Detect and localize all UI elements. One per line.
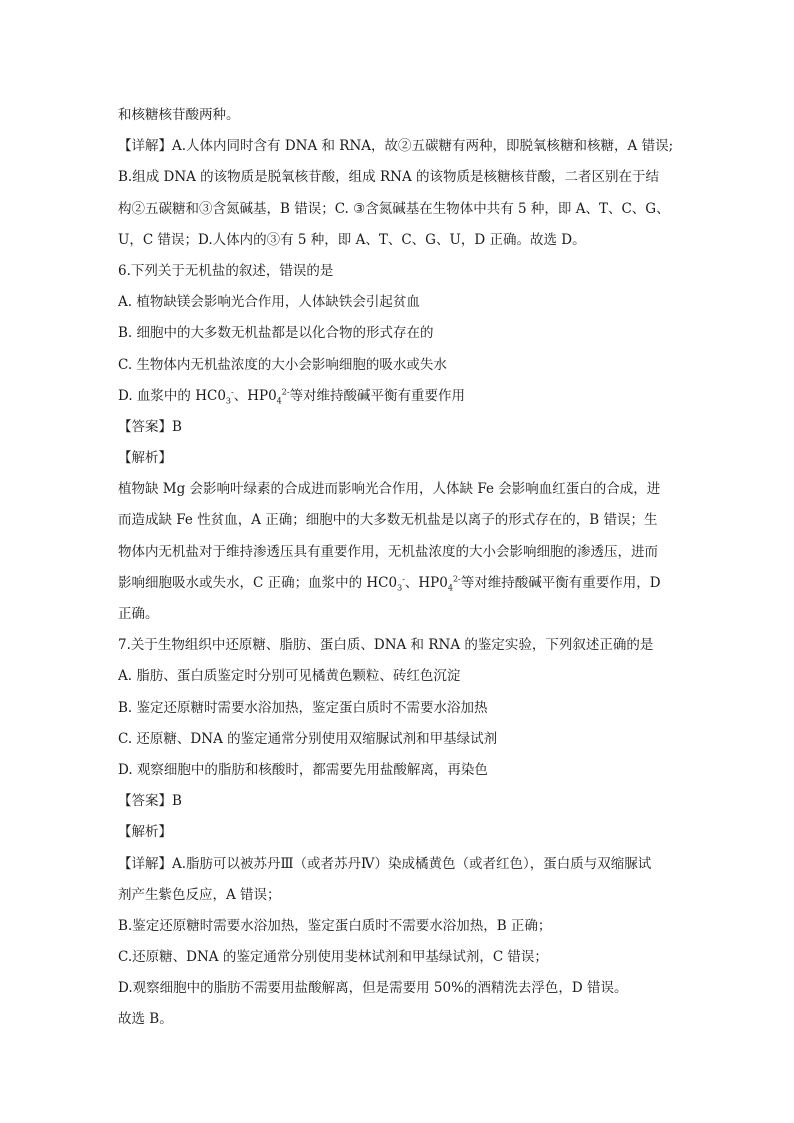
- answer-label: 【答案】B: [118, 418, 182, 435]
- answer-label: 【答案】B: [118, 793, 182, 810]
- subscript: 3: [397, 583, 403, 593]
- text-line: 构②五碳糖和③含氮碱基，B 错误；C. ③含氮碱基在生物体中共有 5 种，即 A、T、C、G、: [118, 200, 670, 217]
- text-line: 【详解】A.脂肪可以被苏丹Ⅲ（或者苏丹Ⅳ）染成橘黄色（或者红色），蛋白质与双缩脲试: [118, 855, 652, 872]
- question-6-stem: 6.下列关于无机盐的叙述，错误的是: [118, 262, 334, 279]
- analysis-label: 【解析】: [118, 824, 172, 841]
- text-run: 、HP0: [233, 387, 277, 404]
- option-d: [118, 381, 688, 412]
- text-line: 故选 B。: [118, 1011, 173, 1028]
- text-line: D.观察细胞中的脂肪不需要用盐酸解离，但是需要用 50%的酒精洗去浮色，D 错误。: [118, 980, 628, 997]
- text-run: 、HP0: [404, 574, 448, 591]
- analysis-label: 【解析】: [118, 450, 172, 467]
- text-line: 物体内无机盐对于维持渗透压具有重要作用，无机盐浓度的大小会影响细胞的渗透压，进而: [118, 543, 658, 560]
- text-run: D. 血浆中的 HC0: [118, 387, 226, 404]
- text-line: 【详解】A.人体内同时含有 DNA 和 RNA，故②五碳糖有两种，即脱氧核糖和核糖，A 错误;: [118, 138, 674, 155]
- option-a: A. 植物缺镁会影响光合作用，人体缺铁会引起贫血: [118, 294, 420, 311]
- option-c: C. 还原糖、DNA 的鉴定通常分别使用双缩脲试剂和甲基绿试剂: [118, 730, 498, 747]
- subscript: 3: [225, 396, 232, 406]
- subscript: 4: [276, 396, 282, 406]
- text-line: 而造成缺 Fe 性贫血，A 正确；细胞中的大多数无机盐是以离子的形式存在的，B 错误；生: [118, 512, 658, 529]
- option-b: B. 鉴定还原糖时需要水浴加热，鉴定蛋白质时不需要水浴加热: [118, 699, 488, 716]
- document-body: [118, 100, 688, 1036]
- text-line: U，C 错误；D.人体内的③有 5 种，即 A、T、C、G、U，D 正确。故选 D。: [118, 231, 586, 248]
- text-run: 等对维持酸碱平衡有重要作用，D: [460, 574, 661, 591]
- superscript: -: [231, 387, 234, 397]
- text-run: 影响细胞吸水或失水，C 正确；血浆中的 HC0: [118, 574, 398, 591]
- option-d: D. 观察细胞中的脂肪和核酸时，都需要先用盐酸解离，再染色: [118, 761, 488, 778]
- text-line: 正确。: [118, 606, 159, 622]
- question-7-stem: 7.关于生物组织中还原糖、脂肪、蛋白质、DNA 和 RNA 的鉴定实验，下列叙述正确的是: [118, 637, 654, 654]
- text-run: 等对维持酸碱平衡有重要作用: [289, 387, 466, 404]
- subscript: 4: [447, 583, 453, 593]
- superscript: -: [402, 574, 405, 584]
- text-line: 和核糖核苷酸两种。: [118, 107, 240, 123]
- superscript: 2-: [452, 574, 461, 584]
- text-line: B.组成 DNA 的该物质是脱氧核苷酸，组成 RNA 的该物质是核糖核苷酸，二者区别在于结: [118, 169, 659, 186]
- option-c: C. 生物体内无机盐浓度的大小会影响细胞的吸水或失水: [118, 356, 447, 373]
- text-line: C.还原糖、DNA 的鉴定通常分别使用斐林试剂和甲基绿试剂，C 错误；: [118, 949, 548, 966]
- text-line: 植物缺 Mg 会影响叶绿素的合成进而影响光合作用，人体缺 Fe 会影响血红蛋白的合成，进: [118, 481, 661, 498]
- text-line: B.鉴定还原糖时需要水浴加热，鉴定蛋白质时不需要水浴加热，B 正确；: [118, 917, 552, 934]
- option-b: B. 细胞中的大多数无机盐都是以化合物的形式存在的: [118, 325, 434, 342]
- text-line: 剂产生紫色反应，A 错误；: [118, 886, 281, 903]
- superscript: 2-: [281, 387, 290, 397]
- option-a: A. 脂肪、蛋白质鉴定时分别可见橘黄色颗粒、砖红色沉淀: [118, 668, 461, 685]
- text-line: [118, 568, 688, 599]
